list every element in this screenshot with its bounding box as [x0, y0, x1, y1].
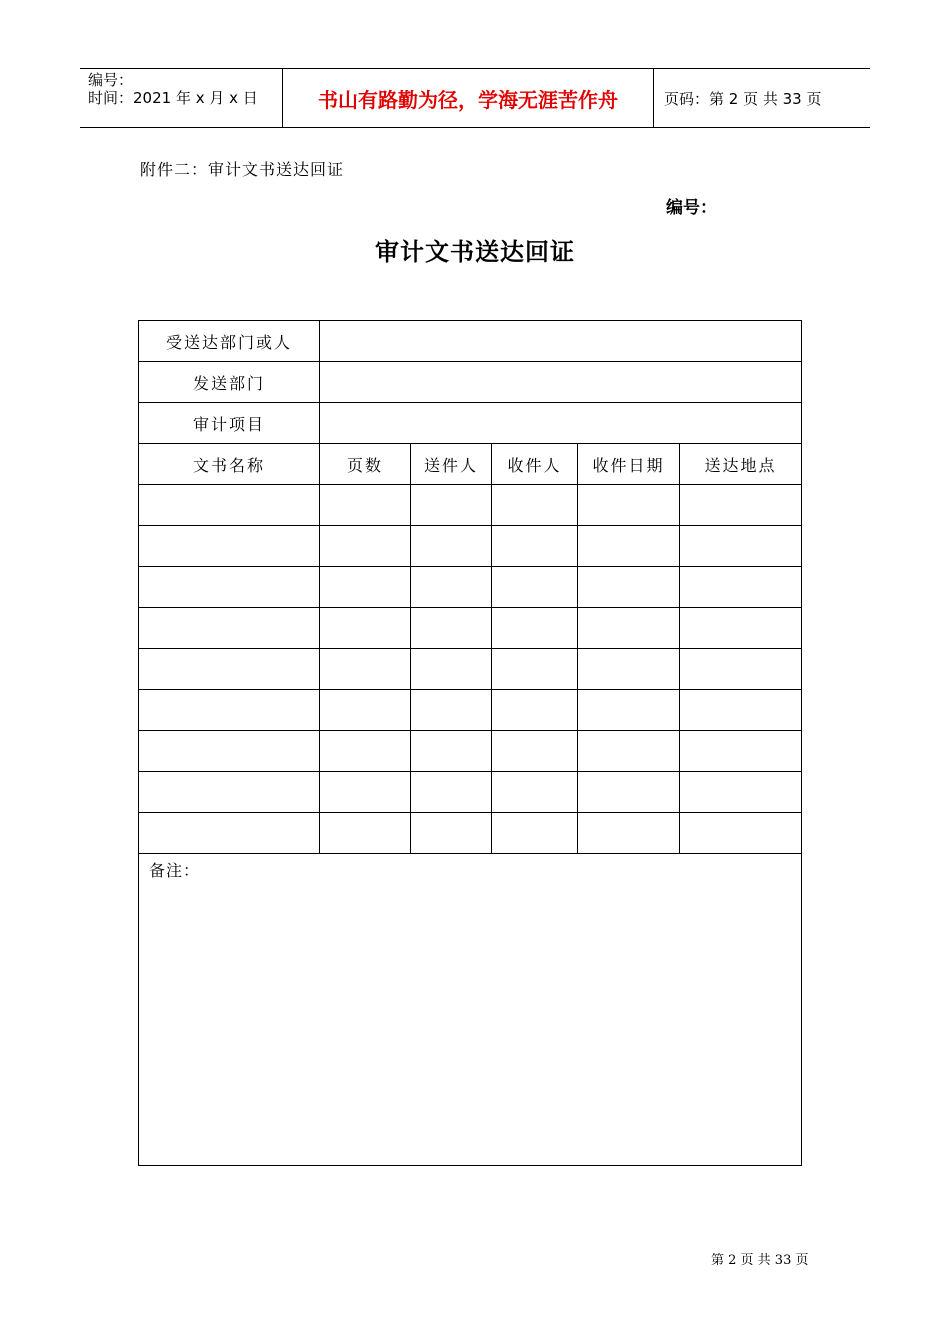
table-cell[interactable]: [139, 813, 320, 854]
table-cell[interactable]: [578, 485, 680, 526]
table-cell[interactable]: [411, 485, 492, 526]
column-header: 收件日期: [578, 444, 680, 485]
table-cell[interactable]: [680, 690, 802, 731]
table-row: [139, 813, 802, 854]
table-cell[interactable]: [578, 772, 680, 813]
table-row: [139, 772, 802, 813]
table-cell[interactable]: [320, 526, 411, 567]
recipient-field[interactable]: [320, 321, 802, 362]
table-cell[interactable]: [320, 772, 411, 813]
table-cell[interactable]: [320, 649, 411, 690]
table-cell[interactable]: [411, 608, 492, 649]
table-cell[interactable]: [139, 485, 320, 526]
table-cell[interactable]: [578, 731, 680, 772]
serial-number-label: 编号：: [666, 198, 717, 218]
table-cell[interactable]: [578, 567, 680, 608]
attachment-label: 附件二：审计文书送达回证: [140, 160, 345, 179]
table-cell[interactable]: [492, 813, 578, 854]
blank-rows: [139, 485, 802, 854]
table-cell[interactable]: [411, 813, 492, 854]
table-cell[interactable]: [492, 608, 578, 649]
table-row: [139, 485, 802, 526]
table-cell[interactable]: [578, 608, 680, 649]
table-cell[interactable]: [320, 813, 411, 854]
table-cell[interactable]: [680, 608, 802, 649]
table-cell[interactable]: [139, 608, 320, 649]
table-cell[interactable]: [139, 526, 320, 567]
table-row: [139, 608, 802, 649]
table-row: [139, 690, 802, 731]
table-cell[interactable]: [320, 567, 411, 608]
table-cell[interactable]: [578, 813, 680, 854]
recipient-row: [139, 321, 802, 362]
document-title: 审计文书送达回证: [375, 237, 575, 266]
recipient-label: 受送达部门或人: [139, 321, 320, 362]
table-cell[interactable]: [320, 690, 411, 731]
table-cell[interactable]: [492, 731, 578, 772]
table-cell[interactable]: [492, 772, 578, 813]
header-time-label: 时间：2021 年 x 月 x 日: [88, 89, 258, 107]
table-row: [139, 567, 802, 608]
table-cell[interactable]: [139, 772, 320, 813]
column-header-row: [139, 444, 802, 485]
sender-label: 发送部门: [139, 362, 320, 403]
delivery-receipt-form: [138, 320, 802, 1166]
table-cell[interactable]: [680, 485, 802, 526]
table-cell[interactable]: [492, 690, 578, 731]
header-meta: [80, 69, 282, 127]
table-cell[interactable]: [320, 608, 411, 649]
table-cell[interactable]: [492, 567, 578, 608]
column-header: 送件人: [411, 444, 492, 485]
table-row: [139, 649, 802, 690]
table-cell[interactable]: [320, 485, 411, 526]
table-cell[interactable]: [320, 731, 411, 772]
table-cell[interactable]: [411, 772, 492, 813]
remarks-label: 备注：: [149, 861, 201, 880]
table-cell[interactable]: [578, 649, 680, 690]
remarks-field[interactable]: [139, 854, 802, 1166]
table-cell[interactable]: [680, 813, 802, 854]
header-page-label: 页码：第 2 页 共 33 页: [664, 89, 822, 108]
table-cell[interactable]: [578, 526, 680, 567]
table-cell[interactable]: [139, 731, 320, 772]
table-cell[interactable]: [492, 485, 578, 526]
table-cell[interactable]: [680, 772, 802, 813]
table-cell[interactable]: [680, 649, 802, 690]
table-cell[interactable]: [411, 526, 492, 567]
page-footer: 第 2 页 共 33 页: [711, 1253, 809, 1268]
column-header: 收件人: [492, 444, 578, 485]
table-cell[interactable]: [411, 649, 492, 690]
remarks-row: [139, 854, 802, 1166]
table-cell[interactable]: [139, 567, 320, 608]
table-cell[interactable]: [139, 690, 320, 731]
table-cell[interactable]: [411, 690, 492, 731]
header-number-label: 编号：: [88, 71, 134, 89]
page-header: [80, 68, 870, 128]
project-field[interactable]: [320, 403, 802, 444]
column-header: 送达地点: [680, 444, 802, 485]
table-cell[interactable]: [680, 567, 802, 608]
table-cell[interactable]: [578, 690, 680, 731]
table-cell[interactable]: [139, 649, 320, 690]
table-cell[interactable]: [680, 526, 802, 567]
column-header: 文书名称: [139, 444, 320, 485]
header-motto: 书山有路勤为径，学海无涯苦作舟: [282, 69, 654, 127]
table-row: [139, 731, 802, 772]
table-cell[interactable]: [492, 649, 578, 690]
column-header: 页数: [320, 444, 411, 485]
project-label: 审计项目: [139, 403, 320, 444]
table-cell[interactable]: [411, 731, 492, 772]
table-cell[interactable]: [680, 731, 802, 772]
table-row: [139, 526, 802, 567]
table-cell[interactable]: [492, 526, 578, 567]
sender-field[interactable]: [320, 362, 802, 403]
sender-row: [139, 362, 802, 403]
project-row: [139, 403, 802, 444]
table-cell[interactable]: [411, 567, 492, 608]
